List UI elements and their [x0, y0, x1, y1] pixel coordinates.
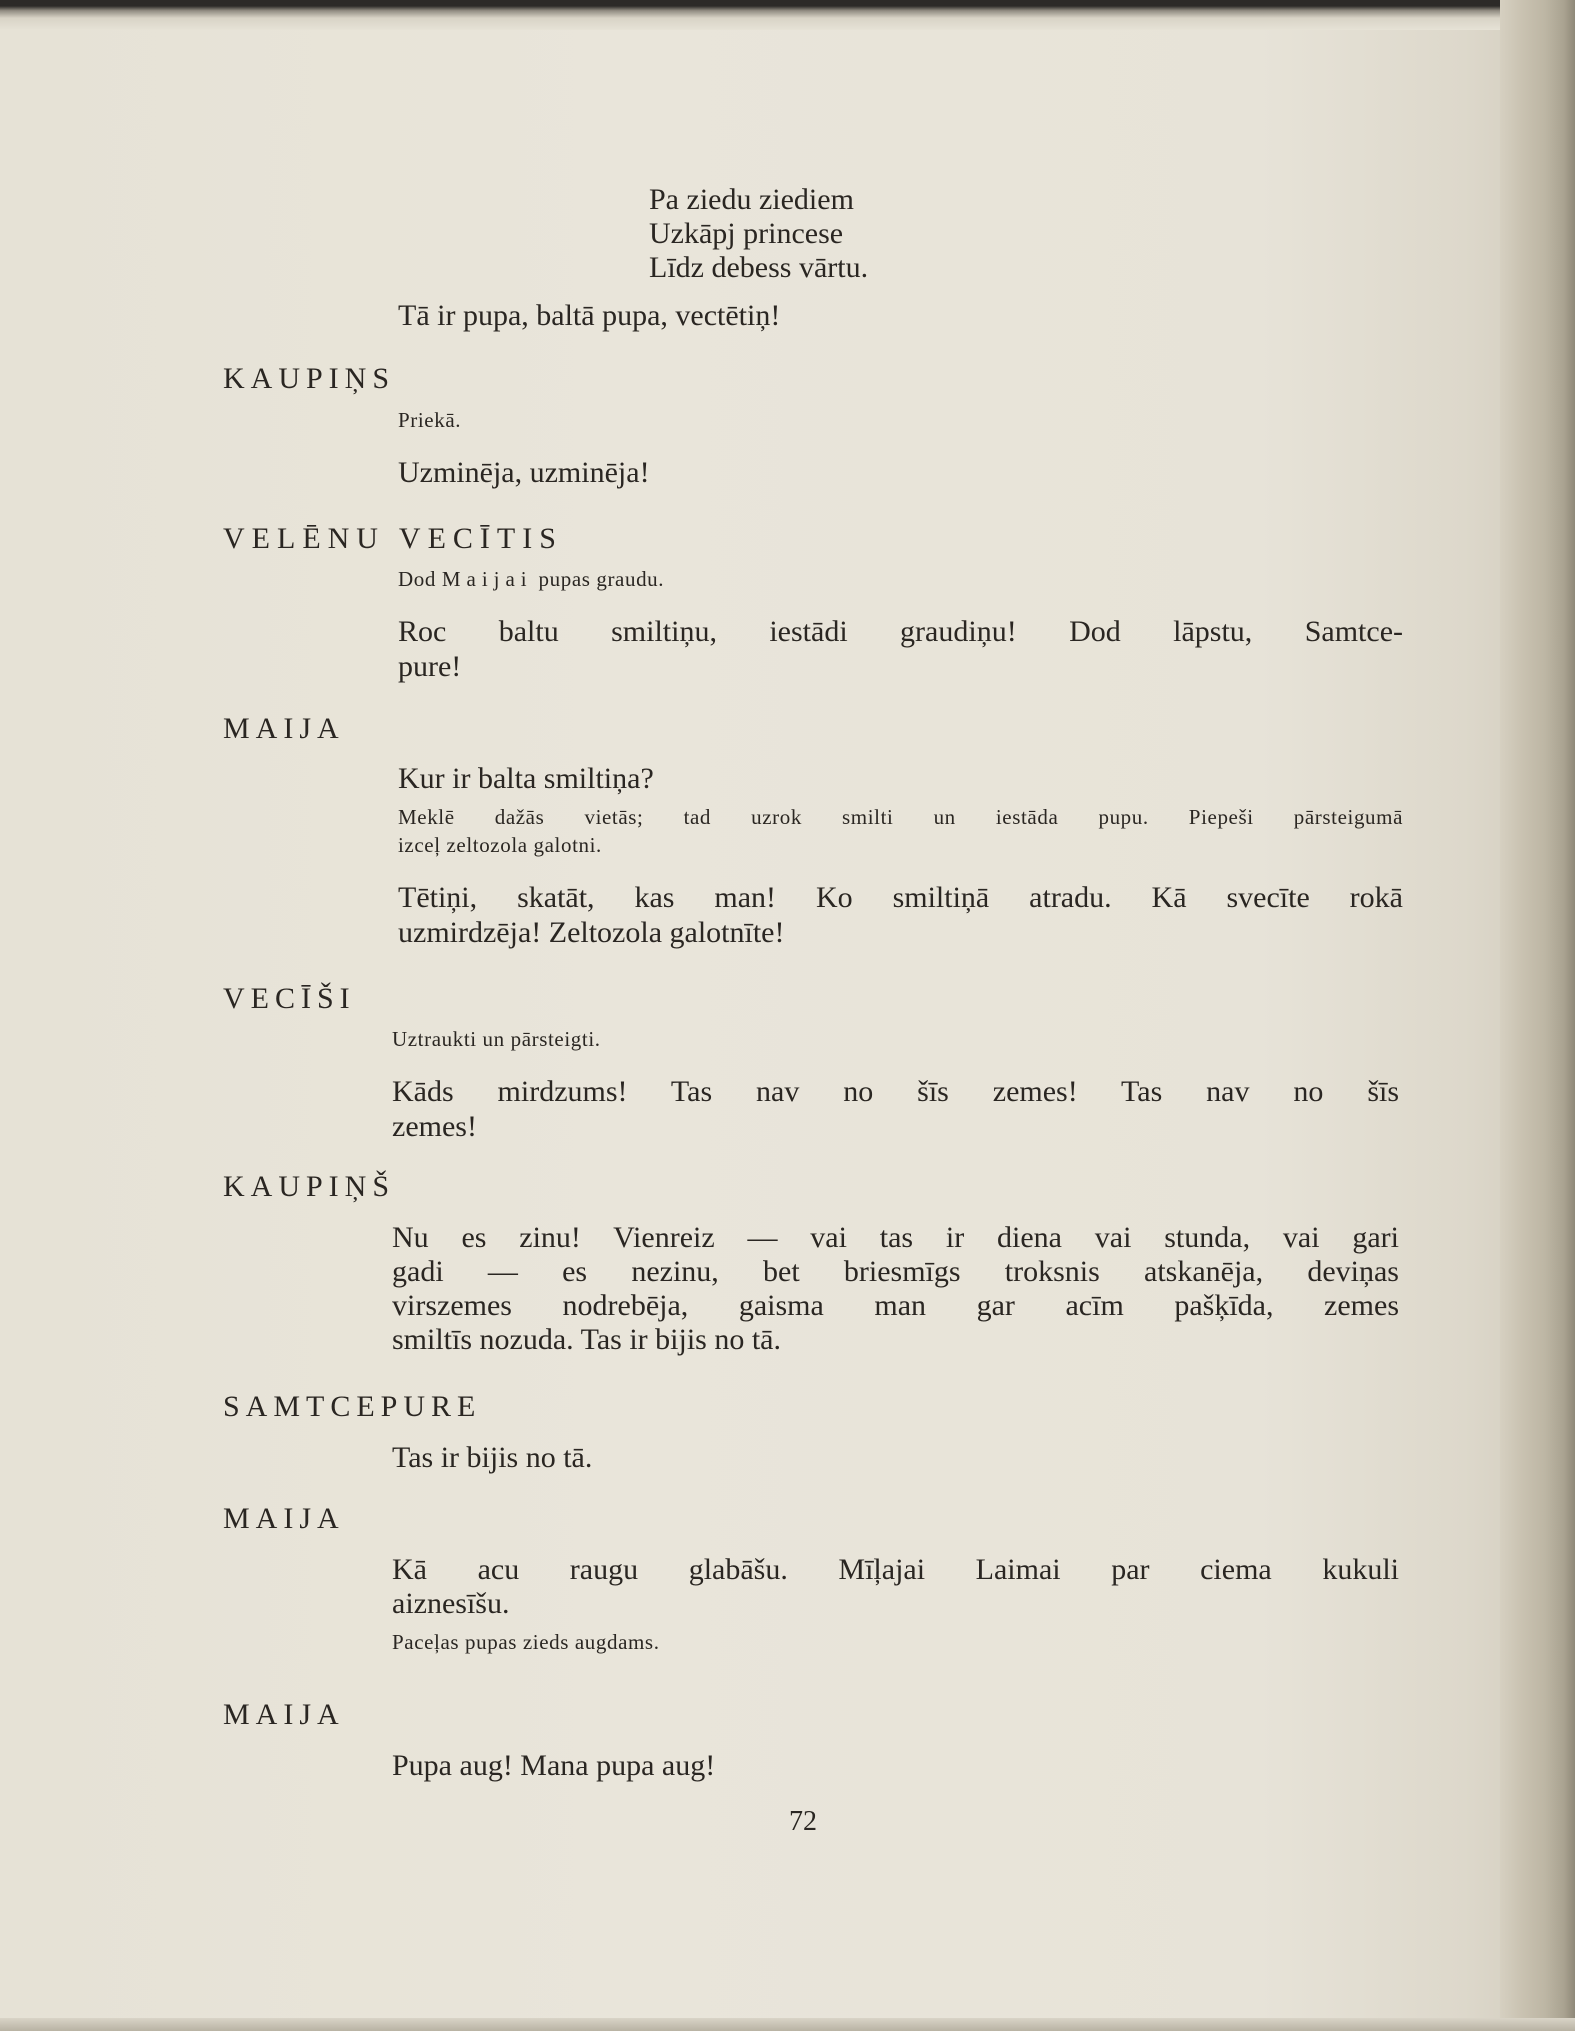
dialogue-line: virszemes nodrebēja, gaisma man gar acīm pašķīda, zemes [392, 1289, 1399, 1322]
speaker-name: MAIJA [223, 1502, 345, 1535]
speaker-name: KAUPIŅS [223, 362, 396, 395]
verse-line: Pa ziedu ziediem [649, 183, 854, 216]
direction-text: pupas graudu. [538, 567, 665, 591]
stage-direction: izceļ zeltozola galotni. [398, 833, 602, 857]
dialogue-line: Tā ir pupa, baltā pupa, vectētiņ! [398, 299, 781, 332]
dialogue-line: Kā acu raugu glabāšu. Mīļajai Laimai par ciema kukuli [392, 1553, 1399, 1586]
dialogue-line: Pupa aug! Mana pupa aug! [392, 1749, 716, 1782]
stage-direction [398, 567, 664, 592]
verse-line: Līdz debess vārtu. [649, 251, 869, 284]
speaker-name: VELĒNU VECĪTIS [223, 522, 563, 555]
dialogue-line: Kur ir balta smiltiņa? [398, 762, 654, 795]
dialogue-line: pure! [398, 650, 462, 683]
speaker-name: MAIJA [223, 1698, 345, 1731]
dialogue-line: Roc baltu smiltiņu, iestādi graudiņu! Dod lāpstu, Samtce- [398, 615, 1403, 648]
dialogue-line: smiltīs nozuda. Tas ir bijis no tā. [392, 1323, 781, 1356]
stage-direction: Meklē dažās vietās; tad uzrok smilti un iestāda pupu. Piepeši pārsteigumā [398, 805, 1403, 829]
dialogue-line: Tas ir bijis no tā. [392, 1441, 593, 1474]
speaker-name: SAMTCEPURE [223, 1390, 482, 1423]
dialogue-line: gadi — es nezinu, bet briesmīgs troksnis atskanēja, deviņas [392, 1255, 1399, 1288]
speaker-name: MAIJA [223, 712, 345, 745]
page-number: 72 [789, 1806, 817, 1837]
stage-direction: Paceļas pupas zieds augdams. [392, 1630, 660, 1654]
page-bottom-edge [0, 2018, 1575, 2031]
dialogue-line: uzmirdzēja! Zeltozola galotnīte! [398, 916, 785, 949]
page-top-edge [0, 0, 1575, 30]
dialogue-line: Uzminēja, uzminēja! [398, 456, 650, 489]
dialogue-line: Tētiņi, skatāt, kas man! Ko smiltiņā atradu. Kā svecīte rokā [398, 881, 1403, 914]
speaker-name: VECĪŠI [223, 982, 356, 1015]
stage-direction: Priekā. [398, 408, 462, 432]
stage-direction: Uztraukti un pārsteigti. [392, 1027, 601, 1051]
verse-line: Uzkāpj princese [649, 217, 844, 250]
dialogue-line: Kāds mirdzums! Tas nav no šīs zemes! Tas nav no šīs [392, 1075, 1399, 1108]
dialogue-line: aiznesīšu. [392, 1587, 510, 1620]
dialogue-line: Nu es zinu! Vienreiz — vai tas ir diena vai stunda, vai gari [392, 1221, 1399, 1254]
book-spine [1500, 0, 1575, 2031]
dialogue-line: zemes! [392, 1110, 477, 1143]
speaker-name: KAUPIŅŠ [223, 1170, 396, 1203]
direction-text: Dod [398, 567, 436, 591]
direction-character-name: Maijai [441, 567, 533, 591]
